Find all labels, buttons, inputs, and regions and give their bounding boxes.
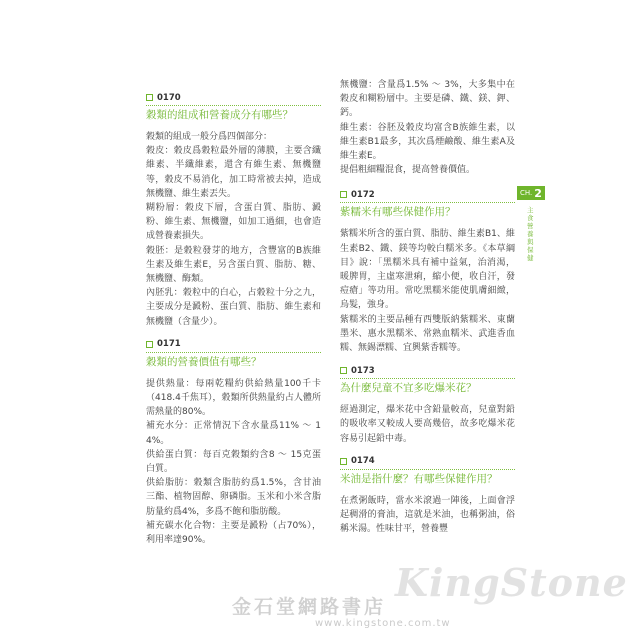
checkbox-icon	[340, 458, 347, 465]
watermark-name: 金石堂網路書店	[232, 596, 387, 618]
chapter-title: 主食營養與保健	[527, 206, 534, 262]
paragraph: 提供熱量：每兩乾糧約供給熱量100千卡（418.4千焦耳），穀類所供熱量約占人體所需熱量的80%。	[146, 378, 321, 418]
continued-text	[340, 78, 515, 177]
question-title: 為什麼兒童不宜多吃爆米花？	[340, 382, 477, 395]
question-number: 0172	[340, 189, 515, 203]
paragraph: 經過測定，爆米花中含鉛量較高，兒童對鉛的吸收率又較成人要高幾倍，故多吃爆米花容易引起鉛中毒。	[340, 405, 515, 444]
paragraph: 紫糯米所含的蛋白質、脂肪、維生素B1、維生素B2、鐵、鎂等均較白糯米多。《本草綱目》說：「黑糯米具有補中益氣，治消渴，暖脾胃，主虛寒泄痢，縮小便，收自汗，發痘瘡」等功用。常吃黑糯米能使肌膚細緻，烏髮，強身。	[340, 229, 515, 311]
watermark-url: www.kingstone.com.tw	[315, 618, 451, 629]
checkbox-icon	[146, 341, 153, 348]
paragraph: 無機鹽：含量爲1.5% ～ 3%，大多集中在穀皮和糊粉層中。主要是磷、鐵、鎂、鉀、鈣。	[340, 80, 515, 119]
question-title: 穀類的組成和營養成分有哪些？	[146, 109, 293, 121]
paragraph: 供給脂肪：穀類含脂肪約爲1.5%，含甘油三酯、植物固醇、卵磷脂。玉米和小米含脂肪量約爲4%，多爲不飽和脂肪酸。	[146, 478, 321, 517]
paragraph: 補充碳水化合物：主要是澱粉（占70%），利用率達90%。	[146, 520, 321, 546]
question-0173	[340, 365, 515, 446]
paragraph: 紫糯米的主要品種有西雙版納紫糯米、東蘭墨米、惠水黑糯米、常熟血糯米、武進香血糯、無錫漂糯、宜興紫香糯等。	[340, 314, 515, 354]
checkbox-icon	[146, 94, 153, 101]
paragraph: 供給蛋白質：每百克穀類約含8 ～ 15克蛋白質。	[146, 449, 321, 475]
question-number: 0174	[340, 456, 515, 470]
question-0170	[146, 92, 321, 329]
left-column	[146, 0, 321, 547]
watermark-logo: KingStone	[395, 560, 628, 605]
question-title: 紫糯米有哪些保健作用？	[340, 206, 456, 219]
checkbox-icon	[340, 367, 347, 374]
checkbox-icon	[340, 191, 347, 198]
question-title: 穀類的營養價值有哪些？	[146, 355, 262, 368]
paragraph: 補充水分：正常情況下含水量爲11% ～ 14%。	[146, 421, 321, 446]
paragraph: 糊粉層：穀皮下層，含蛋白質、脂肪、澱粉、維生素、無機鹽，如加工過細，也會造成營養素損失。	[146, 203, 321, 242]
question-number: 0171	[146, 339, 321, 353]
paragraph: 維生素：谷胚及穀皮均富含B族維生素，以維生素B1最多，其次爲煙鹼酸、維生素A及維生素E。	[340, 122, 515, 162]
paragraph: 穀皮：穀皮爲穀粒最外層的薄膜，主要含纖維素、半纖維素，還含有維生素、無機鹽等，穀皮不易消化，加工時常被去掉，造成無機鹽、維生素丟失。	[146, 146, 321, 199]
question-0174	[340, 456, 515, 537]
chapter-tab: CH. 2	[517, 186, 545, 200]
paragraph: 穀類的組成一般分爲四個部分：	[146, 132, 273, 142]
paragraph: 內胚乳：穀粒中的白心，占穀粒十分之九，主要成分是澱粉、蛋白質、脂肪、維生素和無機鹽（含量少）。	[146, 288, 321, 327]
question-0171	[146, 339, 321, 547]
question-0172	[340, 189, 515, 355]
question-number: 0173	[340, 365, 515, 379]
question-number: 0170	[146, 92, 321, 106]
paragraph: 穀胚：是穀粒發芽的地方，含豐富的B族維生素及維生素E，另含蛋白質、脂肪、糖、無機鹽、酶類。	[146, 245, 321, 285]
paragraph: 提倡粗細糧混食，提高營養價值。	[340, 165, 476, 176]
right-column	[340, 0, 515, 536]
paragraph: 在煮粥飯時，當水米滾過一陣後，上面會浮起稠滑的膏油，這就是米油，也稱粥油，俗稱米湯。性味甘平，營養豐	[340, 495, 515, 535]
question-title: 米油是指什麼？有哪些保健作用？	[340, 472, 498, 485]
